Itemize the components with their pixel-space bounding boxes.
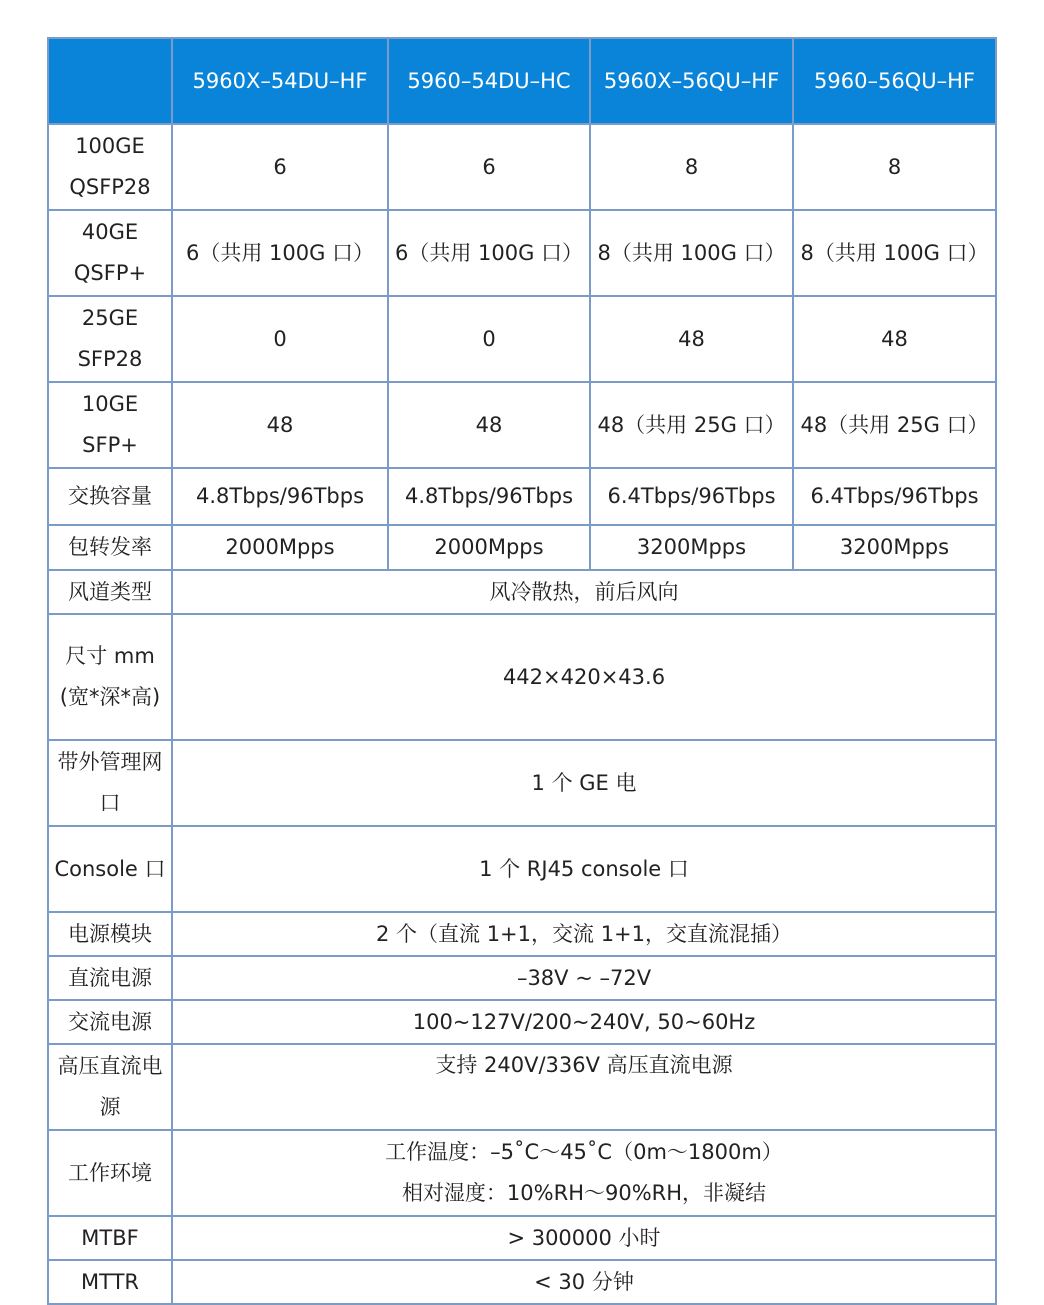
row-label: 尺寸 mm (宽*深*高) <box>48 614 172 740</box>
row-value: 0 <box>388 296 590 382</box>
row-value: 6.4Tbps/96Tbps <box>793 468 996 525</box>
header-corner-cell <box>48 38 172 124</box>
row-label: 电源模块 <box>48 912 172 956</box>
row-value-merged: < 30 分钟 <box>172 1260 996 1304</box>
table-row <box>48 296 996 382</box>
row-label: 工作环境 <box>48 1130 172 1216</box>
table-row <box>48 210 996 296</box>
row-value-merged <box>172 1130 996 1216</box>
row-value: 8 <box>590 124 793 210</box>
row-value: 0 <box>172 296 388 382</box>
table-row <box>48 956 996 1000</box>
row-value-merged: 1 个 RJ45 console 口 <box>172 826 996 912</box>
table-row <box>48 570 996 614</box>
row-value: 8（共用 100G 口） <box>590 210 793 296</box>
row-value-merged: 442×420×43.6 <box>172 614 996 740</box>
row-value: 2000Mpps <box>172 525 388 570</box>
row-value: 48（共用 25G 口） <box>590 382 793 468</box>
row-label: 交流电源 <box>48 1000 172 1044</box>
table-row <box>48 525 996 570</box>
row-value-merged: > 300000 小时 <box>172 1216 996 1260</box>
row-value-merged: 风冷散热，前后风向 <box>172 570 996 614</box>
row-label: 100GE QSFP28 <box>48 124 172 210</box>
row-label: 包转发率 <box>48 525 172 570</box>
row-label: 带外管理网口 <box>48 740 172 826</box>
row-value: 48 <box>793 296 996 382</box>
table-row <box>48 1044 996 1130</box>
table-row <box>48 740 996 826</box>
environment-temperature-line: 工作温度：–5˚C～45˚C（0m～1800m） <box>385 1140 783 1164</box>
header-model-4: 5960–56QU–HF <box>793 38 996 124</box>
table-row <box>48 614 996 740</box>
header-model-2: 5960–54DU–HC <box>388 38 590 124</box>
row-value-merged: 1 个 GE 电 <box>172 740 996 826</box>
header-model-1: 5960X–54DU–HF <box>172 38 388 124</box>
table-row <box>48 382 996 468</box>
table-row <box>48 1130 996 1216</box>
row-value: 6.4Tbps/96Tbps <box>590 468 793 525</box>
row-value: 48 <box>590 296 793 382</box>
row-value: 6（共用 100G 口） <box>172 210 388 296</box>
row-label: 直流电源 <box>48 956 172 1000</box>
row-value: 48 <box>172 382 388 468</box>
row-value: 6 <box>172 124 388 210</box>
row-value-merged: –38V ~ –72V <box>172 956 996 1000</box>
header-model-3: 5960X–56QU–HF <box>590 38 793 124</box>
table-row <box>48 826 996 912</box>
table-row <box>48 1216 996 1260</box>
row-label: 风道类型 <box>48 570 172 614</box>
row-value-merged: 2 个（直流 1+1，交流 1+1，交直流混插） <box>172 912 996 956</box>
row-label: 交换容量 <box>48 468 172 525</box>
row-label: 40GE QSFP+ <box>48 210 172 296</box>
row-value: 3200Mpps <box>793 525 996 570</box>
row-value: 48（共用 25G 口） <box>793 382 996 468</box>
row-value: 8 <box>793 124 996 210</box>
row-label: 25GE SFP28 <box>48 296 172 382</box>
row-label: 10GE SFP+ <box>48 382 172 468</box>
environment-humidity-line: 相对湿度：10%RH～90%RH，非凝结 <box>401 1181 767 1205</box>
row-value: 4.8Tbps/96Tbps <box>172 468 388 525</box>
table-body <box>48 124 996 1304</box>
row-value-merged: 支持 240V/336V 高压直流电源 <box>172 1044 996 1130</box>
row-value: 6（共用 100G 口） <box>388 210 590 296</box>
row-value: 4.8Tbps/96Tbps <box>388 468 590 525</box>
table-row <box>48 1000 996 1044</box>
row-label: MTTR <box>48 1260 172 1304</box>
row-value: 48 <box>388 382 590 468</box>
table-row <box>48 1260 996 1304</box>
spec-table <box>47 37 997 1305</box>
row-value: 8（共用 100G 口） <box>793 210 996 296</box>
row-label: 高压直流电源 <box>48 1044 172 1130</box>
table-row <box>48 468 996 525</box>
table-row <box>48 124 996 210</box>
row-value: 6 <box>388 124 590 210</box>
row-label: Console 口 <box>48 826 172 912</box>
table-row <box>48 912 996 956</box>
row-value: 2000Mpps <box>388 525 590 570</box>
row-label: MTBF <box>48 1216 172 1260</box>
row-value-merged: 100~127V/200~240V, 50~60Hz <box>172 1000 996 1044</box>
row-value: 3200Mpps <box>590 525 793 570</box>
table-header <box>48 38 996 124</box>
